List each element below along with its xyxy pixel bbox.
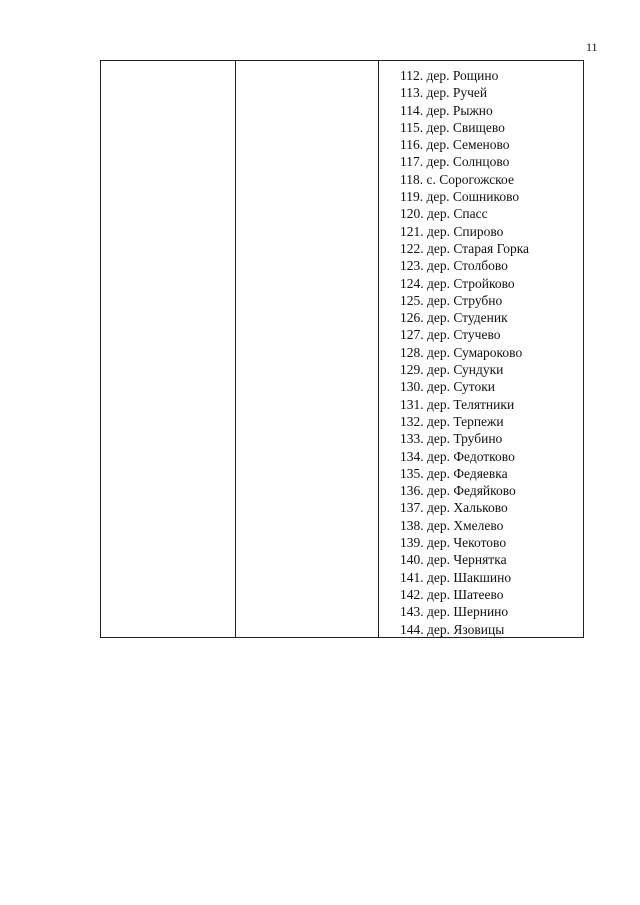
list-item: 124. дер. Стройково xyxy=(400,275,515,291)
list-item: 116. дер. Семеново xyxy=(400,137,510,153)
list-item: 117. дер. Солнцово xyxy=(400,154,510,170)
list-item: 128. дер. Сумароково xyxy=(400,344,523,360)
list-item: 139. дер. Чекотово xyxy=(400,535,507,551)
list-item: 126. дер. Студеник xyxy=(400,310,508,326)
list-item: 129. дер. Сундуки xyxy=(400,362,504,378)
list-item: 132. дер. Терпежи xyxy=(400,413,504,429)
list-item: 121. дер. Спирово xyxy=(400,223,504,239)
list-item: 113. дер. Ручей xyxy=(400,85,488,101)
list-item: 141. дер. Шакшино xyxy=(400,569,512,585)
list-item: 122. дер. Старая Горка xyxy=(400,240,530,256)
list-item: 130. дер. Сутоки xyxy=(400,379,496,395)
list-item: 137. дер. Хальково xyxy=(400,500,508,516)
settlement-list xyxy=(400,67,529,638)
list-item: 131. дер. Телятники xyxy=(400,396,515,412)
list-item: 119. дер. Сошниково xyxy=(400,189,520,205)
list-item: 140. дер. Чернятка xyxy=(400,552,507,568)
list-item: 133. дер. Трубино xyxy=(400,431,503,447)
list-item: 143. дер. Шернино xyxy=(400,604,509,620)
list-item: 125. дер. Струбно xyxy=(400,292,503,308)
page-number: 11 xyxy=(586,40,598,54)
list-item: 115. дер. Свищево xyxy=(400,119,505,135)
list-item: 120. дер. Спасс xyxy=(400,206,488,222)
column-divider xyxy=(235,61,236,637)
list-item: 114. дер. Рыжно xyxy=(400,102,493,118)
list-item: 118. с. Сорогожское xyxy=(400,171,514,187)
settlements-table xyxy=(100,60,584,638)
list-item: 136. дер. Федяйково xyxy=(400,483,516,499)
column-divider xyxy=(378,61,379,637)
list-item: 127. дер. Стучево xyxy=(400,327,501,343)
list-item: 112. дер. Рощино xyxy=(400,68,499,83)
list-item: 138. дер. Хмелево xyxy=(400,517,504,533)
list-item: 135. дер. Федяевка xyxy=(400,465,508,481)
list-item: 123. дер. Столбово xyxy=(400,258,508,274)
list-item: 134. дер. Федотково xyxy=(400,448,515,464)
list-item: 142. дер. Шатеево xyxy=(400,586,504,602)
list-item: 144. дер. Язовицы xyxy=(400,621,505,637)
